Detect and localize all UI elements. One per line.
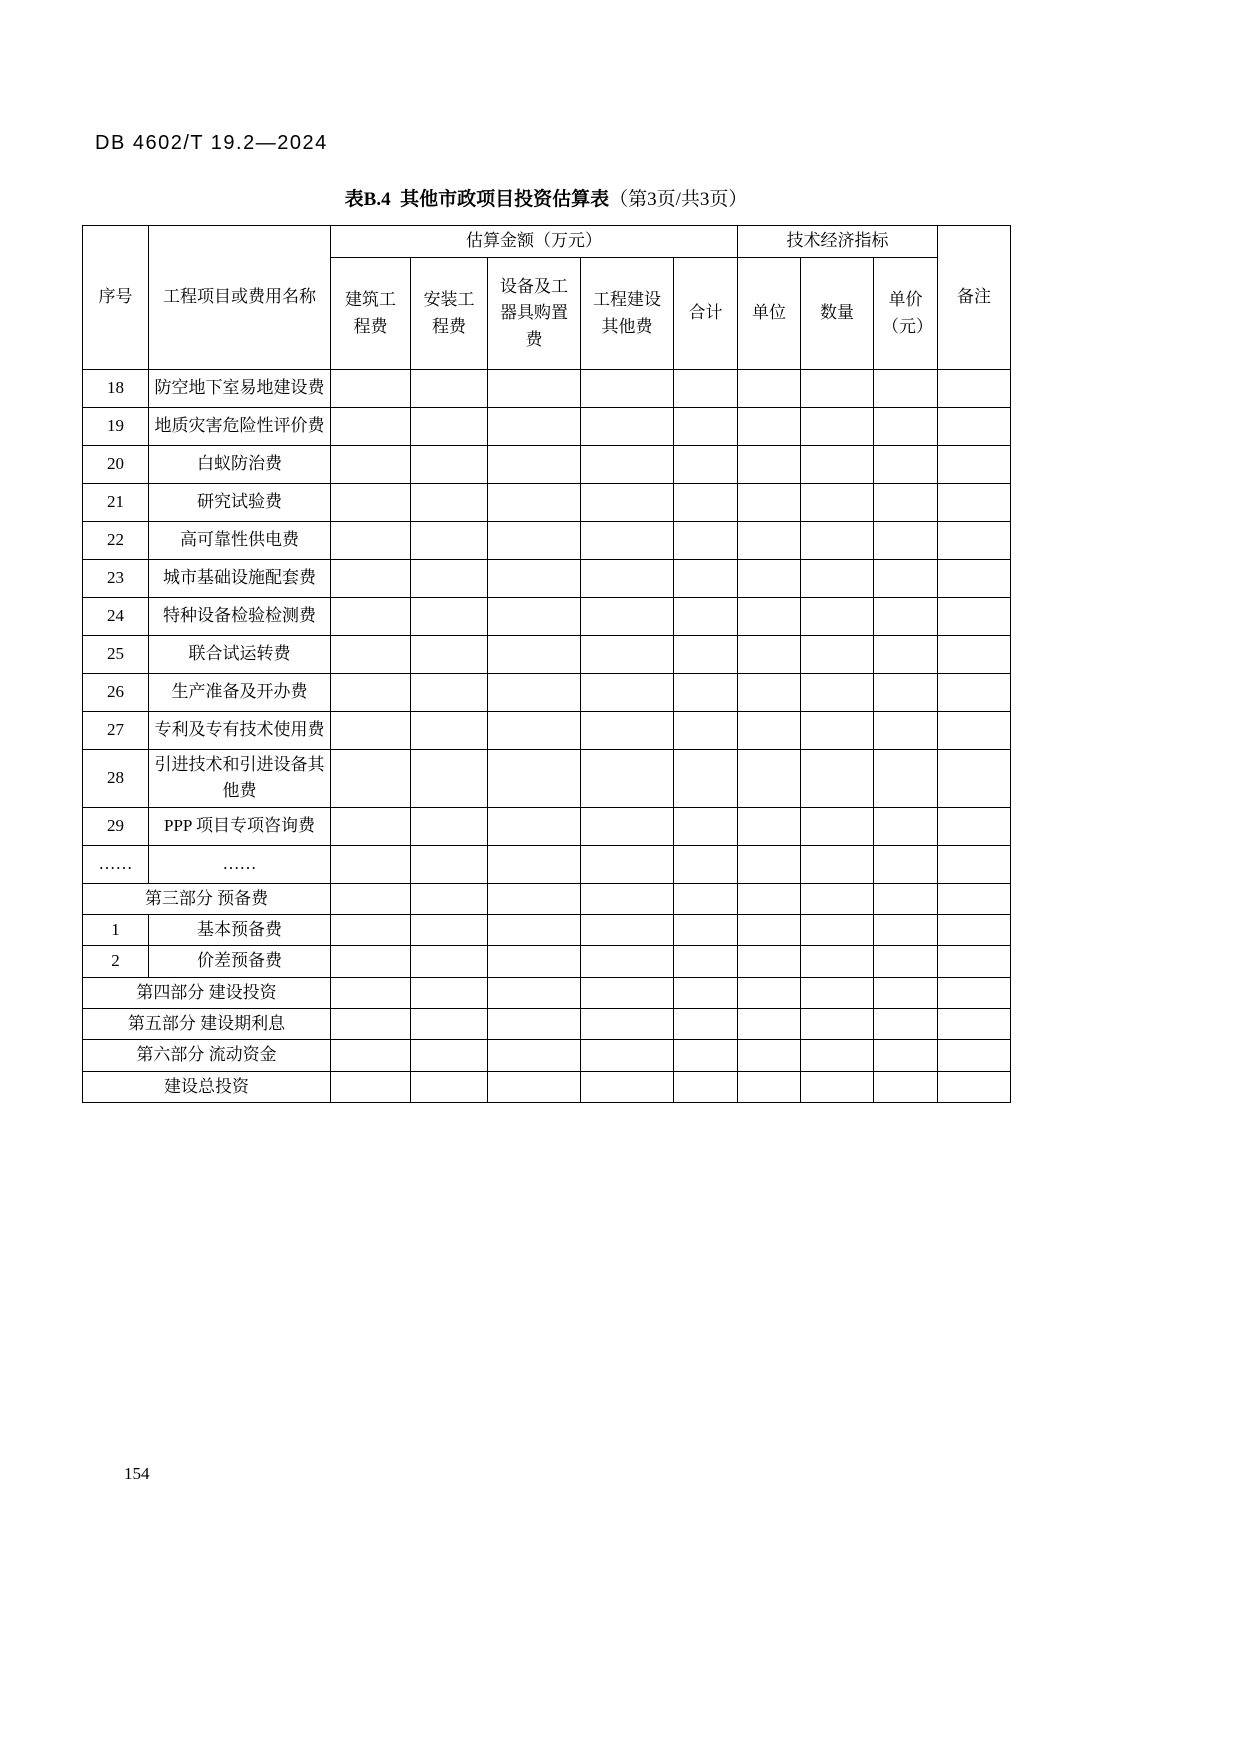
empty-cell <box>874 1009 938 1040</box>
row-name: 基本预备费 <box>149 915 331 946</box>
empty-cell <box>674 484 738 522</box>
row-name: 地质灾害危险性评价费 <box>149 408 331 446</box>
col-header-construction-fee: 建筑工程费 <box>331 258 411 370</box>
empty-cell <box>801 636 874 674</box>
empty-cell <box>738 370 801 408</box>
empty-cell <box>738 484 801 522</box>
empty-cell <box>738 807 801 845</box>
empty-cell <box>874 1071 938 1102</box>
empty-cell <box>581 484 674 522</box>
empty-cell <box>581 522 674 560</box>
empty-cell <box>488 636 581 674</box>
col-header-no: 序号 <box>83 226 149 370</box>
empty-cell <box>874 522 938 560</box>
doc-code: DB 4602/T 19.2—2024 <box>95 132 328 154</box>
empty-cell <box>581 1009 674 1040</box>
item-row <box>83 408 1011 446</box>
empty-cell <box>874 807 938 845</box>
empty-cell <box>938 1040 1011 1071</box>
empty-cell <box>488 408 581 446</box>
row-no: 18 <box>83 370 149 408</box>
empty-cell <box>488 915 581 946</box>
empty-cell <box>674 598 738 636</box>
empty-cell <box>874 636 938 674</box>
empty-cell <box>874 370 938 408</box>
empty-cell <box>738 915 801 946</box>
empty-cell <box>331 408 411 446</box>
empty-cell <box>874 1040 938 1071</box>
empty-cell <box>331 1071 411 1102</box>
page-number: 154 <box>124 1464 150 1483</box>
col-header-unit: 单位 <box>738 258 801 370</box>
empty-cell <box>581 674 674 712</box>
col-header-name: 工程项目或费用名称 <box>149 226 331 370</box>
empty-cell <box>674 674 738 712</box>
row-name: 生产准备及开办费 <box>149 674 331 712</box>
empty-cell <box>488 484 581 522</box>
estimate-table <box>82 225 1011 1103</box>
empty-cell <box>581 712 674 750</box>
table-title-suffix: （第3页/共3页） <box>609 189 748 210</box>
row-name: …… <box>149 845 331 883</box>
row-no: 19 <box>83 408 149 446</box>
empty-cell <box>581 1071 674 1102</box>
empty-cell <box>801 1009 874 1040</box>
header-row-groups <box>83 226 1011 258</box>
empty-cell <box>674 1009 738 1040</box>
empty-cell <box>938 883 1011 914</box>
row-name: 引进技术和引进设备其他费 <box>149 750 331 808</box>
row-no: 24 <box>83 598 149 636</box>
empty-cell <box>411 370 488 408</box>
item-row <box>83 712 1011 750</box>
empty-cell <box>674 845 738 883</box>
empty-cell <box>738 1071 801 1102</box>
empty-cell <box>674 560 738 598</box>
empty-cell <box>938 408 1011 446</box>
row-name: 白蚁防治费 <box>149 446 331 484</box>
empty-cell <box>488 946 581 977</box>
empty-cell <box>331 712 411 750</box>
empty-cell <box>674 446 738 484</box>
empty-cell <box>411 750 488 808</box>
item-row <box>83 446 1011 484</box>
empty-cell <box>674 1071 738 1102</box>
col-header-unit-price: 单价（元） <box>874 258 938 370</box>
empty-cell <box>801 598 874 636</box>
empty-cell <box>738 636 801 674</box>
empty-cell <box>938 1071 1011 1102</box>
row-name: 高可靠性供电费 <box>149 522 331 560</box>
item-row <box>83 845 1011 883</box>
empty-cell <box>738 977 801 1008</box>
empty-cell <box>874 750 938 808</box>
empty-cell <box>411 946 488 977</box>
item-row <box>83 636 1011 674</box>
empty-cell <box>411 883 488 914</box>
row-no: 25 <box>83 636 149 674</box>
section-label: 建设总投资 <box>83 1071 331 1102</box>
empty-cell <box>801 915 874 946</box>
empty-cell <box>938 674 1011 712</box>
empty-cell <box>331 636 411 674</box>
empty-cell <box>331 560 411 598</box>
row-no: 20 <box>83 446 149 484</box>
empty-cell <box>738 408 801 446</box>
row-no: 2 <box>83 946 149 977</box>
empty-cell <box>411 1009 488 1040</box>
empty-cell <box>674 1040 738 1071</box>
empty-cell <box>411 636 488 674</box>
empty-cell <box>411 484 488 522</box>
empty-cell <box>581 946 674 977</box>
item-row <box>83 750 1011 808</box>
empty-cell <box>801 560 874 598</box>
empty-cell <box>411 598 488 636</box>
empty-cell <box>874 560 938 598</box>
empty-cell <box>488 883 581 914</box>
empty-cell <box>938 977 1011 1008</box>
empty-cell <box>801 370 874 408</box>
row-no: 1 <box>83 915 149 946</box>
empty-cell <box>488 446 581 484</box>
empty-cell <box>738 674 801 712</box>
row-name: 专利及专有技术使用费 <box>149 712 331 750</box>
empty-cell <box>874 845 938 883</box>
item-row <box>83 522 1011 560</box>
empty-cell <box>488 1071 581 1102</box>
empty-cell <box>674 712 738 750</box>
empty-cell <box>801 484 874 522</box>
empty-cell <box>411 1071 488 1102</box>
empty-cell <box>674 522 738 560</box>
empty-cell <box>581 1040 674 1071</box>
empty-cell <box>738 712 801 750</box>
empty-cell <box>738 522 801 560</box>
empty-cell <box>938 484 1011 522</box>
item-row <box>83 915 1011 946</box>
empty-cell <box>874 674 938 712</box>
empty-cell <box>938 915 1011 946</box>
empty-cell <box>331 370 411 408</box>
empty-cell <box>874 712 938 750</box>
item-row <box>83 807 1011 845</box>
empty-cell <box>874 446 938 484</box>
empty-cell <box>581 977 674 1008</box>
empty-cell <box>938 370 1011 408</box>
empty-cell <box>738 560 801 598</box>
row-name: 联合试运转费 <box>149 636 331 674</box>
empty-cell <box>331 522 411 560</box>
empty-cell <box>938 560 1011 598</box>
empty-cell <box>331 674 411 712</box>
empty-cell <box>331 750 411 808</box>
empty-cell <box>581 408 674 446</box>
empty-cell <box>738 883 801 914</box>
empty-cell <box>581 883 674 914</box>
empty-cell <box>874 946 938 977</box>
empty-cell <box>801 674 874 712</box>
empty-cell <box>801 1071 874 1102</box>
empty-cell <box>411 446 488 484</box>
empty-cell <box>581 636 674 674</box>
empty-cell <box>411 712 488 750</box>
empty-cell <box>738 1009 801 1040</box>
empty-cell <box>874 977 938 1008</box>
section-row <box>83 1040 1011 1071</box>
empty-cell <box>331 484 411 522</box>
row-no: 21 <box>83 484 149 522</box>
empty-cell <box>581 845 674 883</box>
section-row <box>83 1071 1011 1102</box>
estimate-table-head <box>83 226 1011 370</box>
empty-cell <box>488 1009 581 1040</box>
row-no: 26 <box>83 674 149 712</box>
empty-cell <box>674 883 738 914</box>
empty-cell <box>411 915 488 946</box>
section-label: 第三部分 预备费 <box>83 883 331 914</box>
col-group-tech: 技术经济指标 <box>738 226 938 258</box>
empty-cell <box>674 977 738 1008</box>
empty-cell <box>411 560 488 598</box>
section-label: 第六部分 流动资金 <box>83 1040 331 1071</box>
item-row <box>83 484 1011 522</box>
empty-cell <box>801 883 874 914</box>
empty-cell <box>581 915 674 946</box>
empty-cell <box>488 977 581 1008</box>
empty-cell <box>938 446 1011 484</box>
empty-cell <box>874 598 938 636</box>
empty-cell <box>581 750 674 808</box>
empty-cell <box>488 370 581 408</box>
empty-cell <box>581 807 674 845</box>
empty-cell <box>801 522 874 560</box>
empty-cell <box>331 845 411 883</box>
empty-cell <box>938 522 1011 560</box>
empty-cell <box>331 446 411 484</box>
empty-cell <box>801 807 874 845</box>
empty-cell <box>331 977 411 1008</box>
row-no: 22 <box>83 522 149 560</box>
empty-cell <box>331 1040 411 1071</box>
empty-cell <box>674 408 738 446</box>
empty-cell <box>938 712 1011 750</box>
row-name: 价差预备费 <box>149 946 331 977</box>
empty-cell <box>488 560 581 598</box>
empty-cell <box>738 1040 801 1071</box>
empty-cell <box>801 712 874 750</box>
empty-cell <box>488 598 581 636</box>
row-name: 防空地下室易地建设费 <box>149 370 331 408</box>
empty-cell <box>874 915 938 946</box>
empty-cell <box>674 807 738 845</box>
empty-cell <box>488 712 581 750</box>
empty-cell <box>581 560 674 598</box>
empty-cell <box>738 598 801 636</box>
empty-cell <box>674 370 738 408</box>
empty-cell <box>411 674 488 712</box>
empty-cell <box>331 883 411 914</box>
empty-cell <box>488 1040 581 1071</box>
empty-cell <box>801 446 874 484</box>
empty-cell <box>738 845 801 883</box>
col-header-installation-fee: 安装工程费 <box>411 258 488 370</box>
empty-cell <box>801 845 874 883</box>
empty-cell <box>331 946 411 977</box>
section-row <box>83 883 1011 914</box>
empty-cell <box>411 807 488 845</box>
empty-cell <box>674 915 738 946</box>
col-header-total: 合计 <box>674 258 738 370</box>
empty-cell <box>801 408 874 446</box>
empty-cell <box>674 636 738 674</box>
empty-cell <box>488 807 581 845</box>
row-name: 研究试验费 <box>149 484 331 522</box>
item-row <box>83 560 1011 598</box>
empty-cell <box>738 750 801 808</box>
empty-cell <box>938 946 1011 977</box>
row-name: 城市基础设施配套费 <box>149 560 331 598</box>
empty-cell <box>488 522 581 560</box>
empty-cell <box>331 807 411 845</box>
row-no: 29 <box>83 807 149 845</box>
empty-cell <box>411 977 488 1008</box>
empty-cell <box>738 946 801 977</box>
empty-cell <box>938 598 1011 636</box>
empty-cell <box>581 598 674 636</box>
empty-cell <box>331 915 411 946</box>
item-row <box>83 598 1011 636</box>
empty-cell <box>874 408 938 446</box>
section-label: 第四部分 建设投资 <box>83 977 331 1008</box>
table-title-main: 表B.4 其他市政项目投资估算表 <box>344 189 610 210</box>
empty-cell <box>674 946 738 977</box>
empty-cell <box>411 1040 488 1071</box>
empty-cell <box>488 750 581 808</box>
row-name: PPP 项目专项咨询费 <box>149 807 331 845</box>
col-header-quantity: 数量 <box>801 258 874 370</box>
row-no: 27 <box>83 712 149 750</box>
empty-cell <box>738 446 801 484</box>
empty-cell <box>331 1009 411 1040</box>
section-row <box>83 977 1011 1008</box>
table-title <box>82 184 1010 211</box>
col-header-remark: 备注 <box>938 226 1011 370</box>
empty-cell <box>411 845 488 883</box>
empty-cell <box>801 1040 874 1071</box>
item-row <box>83 370 1011 408</box>
col-group-amount: 估算金额（万元） <box>331 226 738 258</box>
empty-cell <box>874 484 938 522</box>
empty-cell <box>331 598 411 636</box>
empty-cell <box>801 946 874 977</box>
empty-cell <box>938 807 1011 845</box>
row-name: 特种设备检验检测费 <box>149 598 331 636</box>
empty-cell <box>674 750 738 808</box>
empty-cell <box>874 883 938 914</box>
row-no: …… <box>83 845 149 883</box>
empty-cell <box>581 370 674 408</box>
empty-cell <box>488 845 581 883</box>
empty-cell <box>581 446 674 484</box>
item-row <box>83 674 1011 712</box>
col-header-equipment-fee: 设备及工器具购置费 <box>488 258 581 370</box>
empty-cell <box>938 750 1011 808</box>
col-header-other-fee: 工程建设其他费 <box>581 258 674 370</box>
estimate-table-body <box>83 370 1011 1103</box>
empty-cell <box>938 845 1011 883</box>
empty-cell <box>801 977 874 1008</box>
empty-cell <box>938 1009 1011 1040</box>
empty-cell <box>411 522 488 560</box>
row-no: 23 <box>83 560 149 598</box>
empty-cell <box>488 674 581 712</box>
empty-cell <box>801 750 874 808</box>
empty-cell <box>411 408 488 446</box>
section-row <box>83 1009 1011 1040</box>
row-no: 28 <box>83 750 149 808</box>
empty-cell <box>938 636 1011 674</box>
item-row <box>83 946 1011 977</box>
section-label: 第五部分 建设期利息 <box>83 1009 331 1040</box>
